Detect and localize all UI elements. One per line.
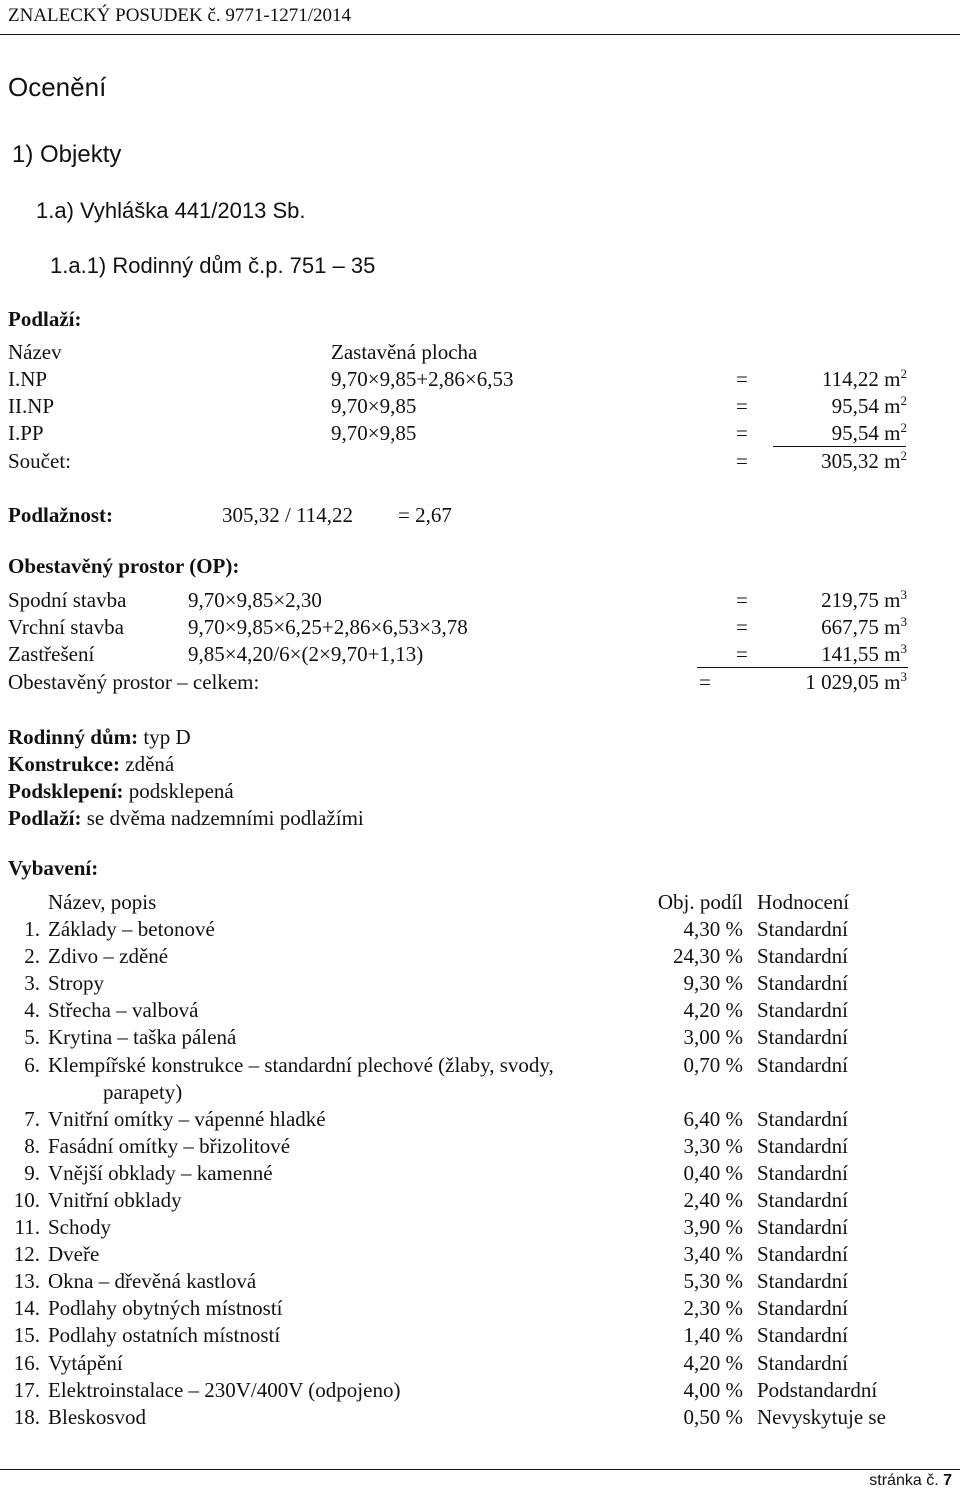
op-total-label: Obestavěný prostor – celkem:	[8, 670, 260, 694]
floor-name: I.PP	[8, 421, 44, 445]
page-number	[869, 1473, 952, 1489]
total-divider	[697, 667, 908, 668]
document-header: ZNALECKÝ POSUDEK č. 9771-1271/2014	[8, 5, 352, 26]
equipment-rating: Standardní	[757, 1107, 848, 1131]
op-part-name: Vrchní stavba	[8, 615, 124, 639]
equipment-name: Krytina – taška pálená	[48, 1025, 237, 1049]
footer-divider	[0, 1469, 960, 1470]
equipment-rating: Standardní	[757, 917, 848, 941]
floor-area: 95,54 $m^2$	[831, 420, 907, 445]
equipment-share: 4,30 %	[683, 917, 743, 941]
op-volume: 667,75 $m^3$	[821, 614, 907, 639]
podlazi-label: Podlaží:	[8, 307, 82, 331]
equals-sign: =	[736, 421, 748, 445]
equals-sign: =	[736, 367, 748, 391]
equipment-share: 9,30 %	[683, 971, 743, 995]
equipment-rating: Podstandardní	[757, 1378, 878, 1402]
equipment-rating: Standardní	[757, 1161, 848, 1185]
equipment-name: Střecha – valbová	[48, 998, 199, 1022]
podlaznost-result: = 2,67	[398, 503, 452, 527]
equipment-share: 3,00 %	[683, 1025, 743, 1049]
equipment-share: 1,40 %	[683, 1323, 743, 1347]
equipment-number: 3.	[24, 971, 40, 995]
equipment-name: Vytápění	[48, 1351, 123, 1375]
equipment-share: 3,30 %	[683, 1134, 743, 1158]
equipment-share: 2,40 %	[683, 1188, 743, 1212]
equipment-name: Stropy	[48, 971, 105, 995]
page-number-value: 7	[943, 1472, 952, 1489]
equipment-share: 3,90 %	[683, 1215, 743, 1239]
floor-area: 95,54 $m^2$	[831, 393, 907, 418]
equipment-name: Dveře	[48, 1242, 100, 1266]
heading-level-3: 1.a.1) Rodinný dům č.p. 751 – 35	[50, 253, 376, 278]
property-line: Konstrukce: zděná	[8, 752, 175, 776]
equipment-number: 12.	[13, 1242, 40, 1266]
op-label: Obestavěný prostor (OP):	[8, 554, 240, 578]
equipment-share: 24,30 %	[673, 944, 743, 968]
equipment-rating: Standardní	[757, 971, 848, 995]
equipment-number: 7.	[24, 1107, 40, 1131]
equipment-rating: Standardní	[757, 1188, 848, 1212]
equipment-name: Schody	[48, 1215, 111, 1239]
floor-area: 114,22 $m^2$	[821, 366, 907, 391]
equipment-rating: Standardní	[757, 998, 848, 1022]
equipment-header-share: Obj. podíl	[657, 890, 743, 914]
floor-name: I.NP	[8, 367, 48, 391]
equipment-rating: Standardní	[757, 1323, 848, 1347]
equipment-share: 0,70 %	[683, 1053, 743, 1077]
equipment-number: 6.	[24, 1053, 40, 1077]
equipment-name: Základy – betonové	[48, 917, 215, 941]
equipment-header-rating: Hodnocení	[757, 890, 850, 914]
op-volume: 219,75 $m^3$	[821, 587, 907, 612]
equipment-number: 4.	[24, 998, 40, 1022]
equipment-number: 8.	[24, 1134, 40, 1158]
equipment-name: Vnitřní obklady	[48, 1188, 182, 1212]
equipment-share: 4,20 %	[683, 998, 743, 1022]
podlaznost-label: Podlažnost:	[8, 503, 113, 527]
op-expression: 9,70×9,85×2,30	[188, 588, 322, 612]
podlaznost-expression: 305,32 / 114,22	[222, 503, 354, 527]
equipment-number: 16.	[13, 1351, 40, 1375]
equipment-share: 4,00 %	[683, 1378, 743, 1402]
equipment-name: Podlahy ostatních místností	[48, 1323, 281, 1347]
floor-expression: 9,70×9,85	[331, 421, 417, 445]
sum-label: Součet:	[8, 449, 71, 473]
equipment-name: Bleskosvod	[48, 1405, 147, 1429]
equals-sign: =	[736, 642, 748, 666]
podlazi-col-area: Zastavěná plocha	[331, 340, 478, 364]
equipment-name: Fasádní omítky – břizolitové	[48, 1134, 291, 1158]
equipment-rating: Standardní	[757, 1351, 848, 1375]
equipment-header-name: Název, popis	[48, 890, 157, 914]
vybaveni-label: Vybavení:	[8, 856, 99, 880]
op-expression: 9,85×4,20/6×(2×9,70+1,13)	[188, 642, 424, 666]
equipment-name-continued: parapety)	[103, 1080, 183, 1104]
op-volume: 141,55 $m^3$	[821, 641, 907, 666]
equipment-rating: Standardní	[757, 1053, 848, 1077]
equipment-share: 2,30 %	[683, 1296, 743, 1320]
equipment-share: 3,40 %	[683, 1242, 743, 1266]
equals-sign: =	[736, 615, 748, 639]
equipment-name: Podlahy obytných místností	[48, 1296, 283, 1320]
op-part-name: Zastřešení	[8, 642, 95, 666]
equipment-rating: Standardní	[757, 1242, 848, 1266]
sum-divider	[773, 446, 906, 447]
op-part-name: Spodní stavba	[8, 588, 127, 612]
section-title: Ocenění	[8, 72, 107, 102]
heading-level-2: 1.a) Vyhláška 441/2013 Sb.	[36, 198, 306, 223]
floor-name: II.NP	[8, 394, 55, 418]
equipment-name: Vnější obklady – kamenné	[48, 1161, 273, 1185]
equipment-name: Zdivo – zděné	[48, 944, 169, 968]
equipment-number: 2.	[24, 944, 40, 968]
property-line: Podlaží: se dvěma nadzemními podlažími	[8, 806, 364, 830]
equipment-number: 15.	[13, 1323, 40, 1347]
equipment-number: 18.	[13, 1405, 40, 1429]
equipment-name: Vnitřní omítky – vápenné hladké	[48, 1107, 326, 1131]
equipment-number: 11.	[14, 1215, 40, 1239]
equals-sign: =	[736, 394, 748, 418]
equipment-number: 10.	[13, 1188, 40, 1212]
equipment-name: Klempířské konstrukce – standardní plechové (žlaby, svody,	[48, 1053, 554, 1077]
equipment-rating: Standardní	[757, 1215, 848, 1239]
op-total-value: 1 029,05 $m^3$	[805, 669, 907, 694]
podlazi-col-name: Název	[8, 340, 62, 364]
floor-expression: 9,70×9,85	[331, 394, 417, 418]
equipment-share: 0,40 %	[683, 1161, 743, 1185]
equipment-number: 13.	[13, 1269, 40, 1293]
property-line: Podsklepení: podsklepená	[8, 779, 234, 803]
equipment-rating: Standardní	[757, 944, 848, 968]
equals-sign: =	[699, 670, 711, 694]
equals-sign: =	[736, 449, 748, 473]
equipment-number: 5.	[24, 1025, 40, 1049]
property-line: Rodinný dům: typ D	[8, 725, 191, 749]
equipment-number: 9.	[24, 1161, 40, 1185]
equipment-rating: Standardní	[757, 1025, 848, 1049]
equipment-rating: Standardní	[757, 1269, 848, 1293]
equipment-name: Elektroinstalace – 230V/400V (odpojeno)	[48, 1378, 401, 1402]
equals-sign: =	[736, 588, 748, 612]
sum-value: 305,32 $m^2$	[821, 448, 907, 473]
floor-expression: 9,70×9,85+2,86×6,53	[331, 367, 514, 391]
equipment-rating: Nevyskytuje se	[757, 1405, 886, 1429]
header-divider	[0, 34, 960, 35]
op-expression: 9,70×9,85×6,25+2,86×6,53×3,78	[188, 615, 468, 639]
equipment-name: Okna – dřevěná kastlová	[48, 1269, 257, 1293]
equipment-rating: Standardní	[757, 1296, 848, 1320]
page-label: stránka č.	[869, 1472, 939, 1489]
equipment-share: 4,20 %	[683, 1351, 743, 1375]
equipment-number: 17.	[13, 1378, 40, 1402]
equipment-rating: Standardní	[757, 1134, 848, 1158]
equipment-number: 14.	[13, 1296, 40, 1320]
equipment-share: 6,40 %	[683, 1107, 743, 1131]
heading-level-1: 1) Objekty	[12, 141, 122, 168]
equipment-share: 5,30 %	[683, 1269, 743, 1293]
equipment-number: 1.	[24, 917, 40, 941]
equipment-share: 0,50 %	[683, 1405, 743, 1429]
